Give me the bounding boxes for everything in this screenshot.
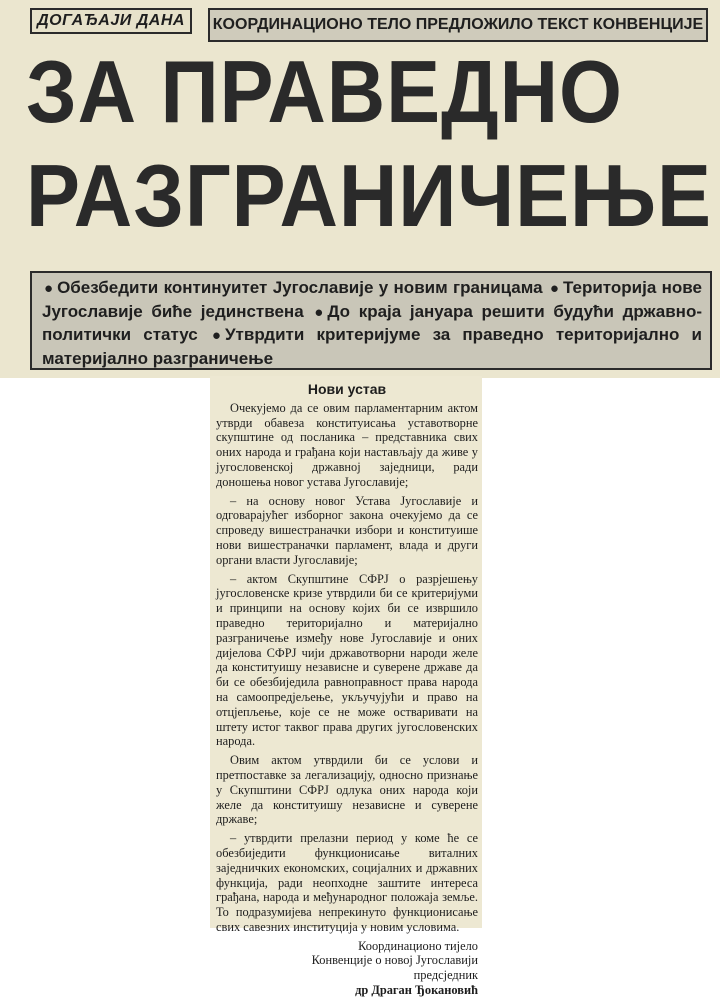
article-paragraph: Очекујемо да се овим парламентарним актом утврди обавеза конституисања уставотворне скупштине од посланика – представника свих оних народа и грађана који настављају да живе у југословенској државној заједници, ради доношења новог устава Југославије; (216, 400, 478, 489)
bullet-item: До краја јануара решити будући државно-политички статус (42, 301, 702, 344)
article-paragraph: – актом Скупштине СФРЈ о разрјешењу југословенске кризе утврдили би се критеријуми и принципи на основу којих би се извршило праведно територијално и материјално разграничење између нове Југославије и оних дијелова СФРЈ чији државотворни народи желе да конституишу независне и суверене државе да би се обезбиједила равноправност права народа на самоопредјељење, укључујући и право на отцјепљење, које се не може остваривати на штету истог таквог права других југословенских народа. (216, 571, 478, 749)
bullet-dot-icon: ● (314, 303, 324, 321)
bullet-item: Територија нове Југославије биће јединствена (42, 278, 702, 321)
bullet-dot-icon: ● (44, 280, 54, 297)
signature-line-3: предсједник (413, 968, 478, 983)
headline-line-1: ЗА ПРАВЕДНО (26, 42, 623, 141)
signature-name: др Драган Ђокановић (355, 983, 478, 998)
article-column (216, 382, 478, 998)
article-paragraph: – на основу новог Устава Југославије и одговарајућег изборног закона очекујемо да се спроведу вишестраначки избори и конституише нови вишестраначки парламент, влада и други органи власти Југославије; (216, 493, 478, 567)
signature-block (216, 939, 478, 998)
bullet-item: Обезбедити континуитет Југославије у новим границама (57, 278, 543, 297)
section-kicker: ДОГАЂАЈИ ДАНА (30, 8, 192, 34)
bullet-dot-icon: ● (549, 280, 559, 297)
signature-line-1: Координационо тијело (358, 938, 478, 953)
signature-line-2: Конвенције о новој Југославији (311, 953, 478, 968)
bullet-item: Утврдити критеријуме за праведно територијално и материјално разграничење (42, 325, 702, 368)
summary-bullets (30, 271, 712, 370)
main-headline (26, 40, 712, 248)
headline-line-2: РАЗГРАНИЧЕЊЕ (26, 146, 712, 245)
article-paragraph: – утврдити прелазни период у коме ће се обезбиједити функционисање виталних заједничких економских, социјалних и државних функција, ради неопходне заштите интереса грађана, народа и међународног положаја земље. То подразумијева непрекинуто функционисање свих савезних институција у новим условима. (216, 831, 478, 934)
section-title: Нови устав (307, 381, 387, 397)
bullet-dot-icon: ● (211, 327, 221, 344)
subheadline: КООРДИНАЦИОНО ТЕЛО ПРЕДЛОЖИЛО ТЕКСТ КОНВЕНЦИЈЕ (208, 8, 708, 42)
article-paragraph: Овим актом утврдили би се услови и претпоставке за легализацију, односно признање у Скупштини СФРЈ одлука оних народа који желе да конституишу независне и суверене државе; (216, 753, 478, 827)
